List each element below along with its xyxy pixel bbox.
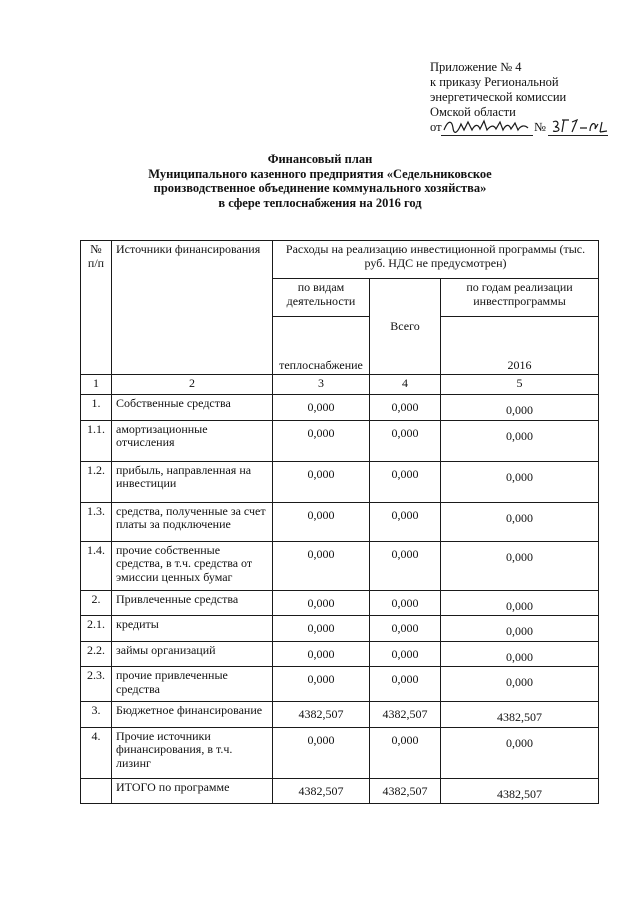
row-number-cell: 4. <box>81 727 112 778</box>
table-row <box>81 727 599 778</box>
table-body <box>81 395 599 804</box>
year-value-cell: 0,000 <box>441 461 599 502</box>
row-number-cell: 1. <box>81 395 112 421</box>
total-value-cell: 4382,507 <box>370 702 441 728</box>
year-value-cell: 0,000 <box>441 641 599 667</box>
source-name-cell: средства, полученные за счет платы за подключение <box>112 502 273 541</box>
total-value-cell: 0,000 <box>370 641 441 667</box>
header-row-1 <box>81 241 599 279</box>
handwritten-order-number <box>550 116 610 136</box>
handwritten-date-signature <box>442 116 534 136</box>
table-row <box>81 420 599 461</box>
header-no: № п/п <box>81 241 112 375</box>
table-row <box>81 395 599 421</box>
activity-value-cell: 0,000 <box>273 461 370 502</box>
appendix-line-4: Омской области <box>430 105 516 119</box>
table-row <box>81 616 599 642</box>
activity-value-cell: 0,000 <box>273 667 370 702</box>
activity-value-cell: 0,000 <box>273 590 370 616</box>
activity-value-cell: 0,000 <box>273 395 370 421</box>
table-row <box>81 541 599 590</box>
total-value-cell: 0,000 <box>370 727 441 778</box>
total-value-cell: 0,000 <box>370 541 441 590</box>
appendix-line-3: энергетической комиссии <box>430 90 567 104</box>
year-value-cell: 0,000 <box>441 502 599 541</box>
table-row <box>81 778 599 804</box>
source-name-cell: Прочие источники финансирования, в т.ч. лизинг <box>112 727 273 778</box>
year-value-cell: 4382,507 <box>441 702 599 728</box>
activity-value-cell: 0,000 <box>273 641 370 667</box>
source-name-cell: кредиты <box>112 616 273 642</box>
col-num-3: 3 <box>273 375 370 395</box>
year-value-cell: 0,000 <box>441 727 599 778</box>
source-name-cell: прочие привлеченные средства <box>112 667 273 702</box>
header-year: 2016 <box>441 317 599 375</box>
year-value-cell: 0,000 <box>441 420 599 461</box>
column-number-row <box>81 375 599 395</box>
row-number-cell <box>81 778 112 804</box>
row-number-cell: 1.4. <box>81 541 112 590</box>
total-value-cell: 0,000 <box>370 590 441 616</box>
total-value-cell: 0,000 <box>370 461 441 502</box>
table-row <box>81 461 599 502</box>
activity-value-cell: 0,000 <box>273 502 370 541</box>
order-from-label: от <box>430 120 442 134</box>
source-name-cell: прибыль, направленная на инвестиции <box>112 461 273 502</box>
row-number-cell: 1.3. <box>81 502 112 541</box>
order-number-label: № <box>534 120 546 134</box>
source-name-cell: ИТОГО по программе <box>112 778 273 804</box>
activity-value-cell: 0,000 <box>273 420 370 461</box>
year-value-cell: 0,000 <box>441 541 599 590</box>
total-value-cell: 0,000 <box>370 395 441 421</box>
table-row <box>81 502 599 541</box>
financial-plan-table <box>80 240 599 804</box>
activity-value-cell: 0,000 <box>273 616 370 642</box>
row-number-cell: 1.2. <box>81 461 112 502</box>
year-value-cell: 0,000 <box>441 590 599 616</box>
activity-value-cell: 4382,507 <box>273 702 370 728</box>
title-line-1: Финансовый план <box>267 152 373 166</box>
activity-value-cell: 4382,507 <box>273 778 370 804</box>
header-total: Всего <box>370 279 441 375</box>
document-title <box>140 152 500 210</box>
header-by-years: по годам реализации инвестпрограммы <box>441 279 599 317</box>
source-name-cell: займы организаций <box>112 641 273 667</box>
table-row <box>81 667 599 702</box>
source-name-cell: Собственные средства <box>112 395 273 421</box>
header-source: Источники финансирования <box>112 241 273 375</box>
row-number-cell: 2.1. <box>81 616 112 642</box>
appendix-line-2: к приказу Региональной <box>430 75 559 89</box>
row-number-cell: 2.3. <box>81 667 112 702</box>
year-value-cell: 4382,507 <box>441 778 599 804</box>
title-line-3: производственное объединение коммунального хозяйства» <box>153 181 487 195</box>
date-underline <box>441 135 533 136</box>
activity-value-cell: 0,000 <box>273 541 370 590</box>
order-date-number-row <box>430 120 630 136</box>
appendix-line-1: Приложение № 4 <box>430 60 522 74</box>
source-name-cell: амортизационные отчисления <box>112 420 273 461</box>
table-row <box>81 590 599 616</box>
year-value-cell: 0,000 <box>441 667 599 702</box>
source-name-cell: прочие собственные средства, в т.ч. средства от эмиссии ценных бумаг <box>112 541 273 590</box>
total-value-cell: 4382,507 <box>370 778 441 804</box>
row-number-cell: 3. <box>81 702 112 728</box>
activity-value-cell: 0,000 <box>273 727 370 778</box>
number-underline <box>548 135 608 136</box>
col-num-2: 2 <box>112 375 273 395</box>
title-line-2: Муниципального казенного предприятия «Седельниковское <box>148 166 492 181</box>
header-by-activity: по видам деятельности <box>273 279 370 317</box>
source-name-cell: Бюджетное финансирование <box>112 702 273 728</box>
table-row <box>81 641 599 667</box>
col-num-1: 1 <box>81 375 112 395</box>
total-value-cell: 0,000 <box>370 502 441 541</box>
total-value-cell: 0,000 <box>370 616 441 642</box>
title-line-4: в сфере теплоснабжения на 2016 год <box>218 195 422 210</box>
col-num-5: 5 <box>441 375 599 395</box>
header-expenses: Расходы на реализацию инвестиционной программы (тыс. руб. НДС не предусмотрен) <box>273 241 599 279</box>
table-row <box>81 702 599 728</box>
row-number-cell: 2.2. <box>81 641 112 667</box>
col-num-4: 4 <box>370 375 441 395</box>
total-value-cell: 0,000 <box>370 420 441 461</box>
year-value-cell: 0,000 <box>441 616 599 642</box>
row-number-cell: 2. <box>81 590 112 616</box>
total-value-cell: 0,000 <box>370 667 441 702</box>
header-activity: теплоснабжение <box>273 317 370 375</box>
row-number-cell: 1.1. <box>81 420 112 461</box>
source-name-cell: Привлеченные средства <box>112 590 273 616</box>
appendix-block <box>430 60 630 136</box>
year-value-cell: 0,000 <box>441 395 599 421</box>
